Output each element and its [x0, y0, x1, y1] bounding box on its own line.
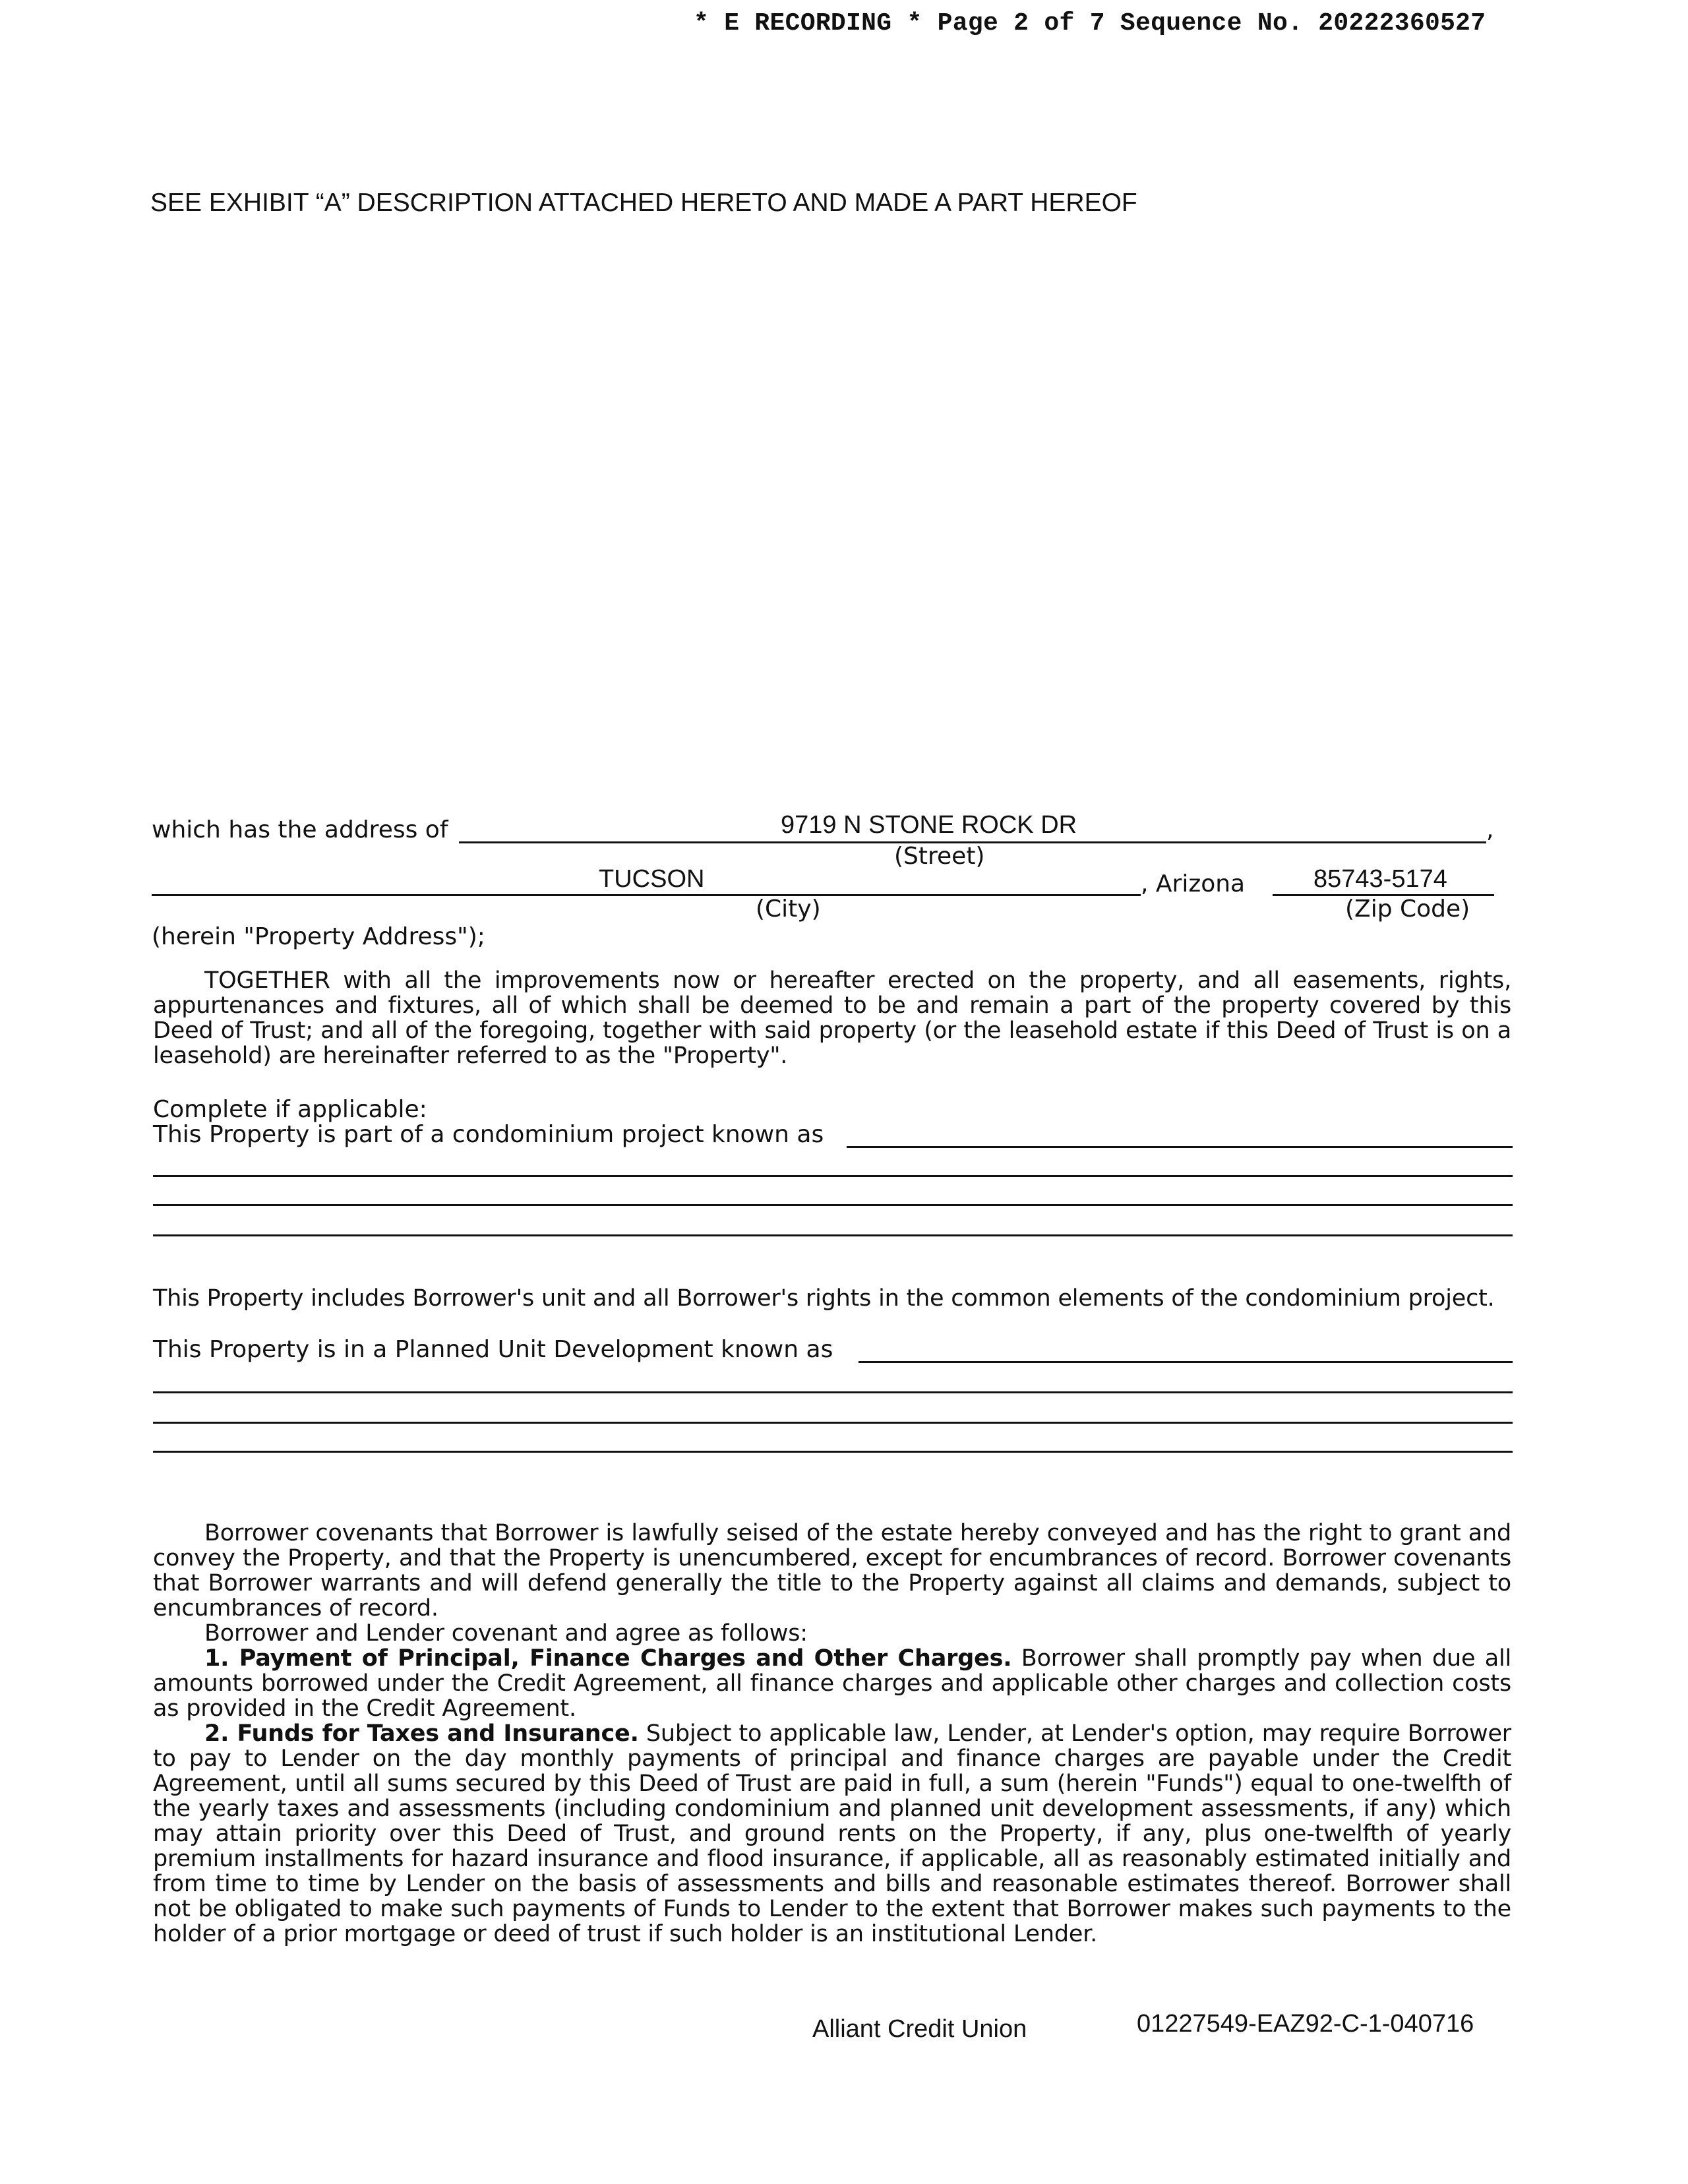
pud-extra-line-1 — [153, 1391, 1513, 1393]
pud-extra-line-2 — [153, 1422, 1513, 1424]
section-1-paragraph — [153, 1646, 1511, 1721]
condo-includes-text: This Property includes Borrower's unit and all Borrower's rights in the common elements of the condominium project. — [153, 1285, 1495, 1312]
zip-value: 85743-5174 — [1313, 865, 1447, 893]
street-value: 9719 N STONE ROCK DR — [781, 811, 1077, 839]
section-1-title: Payment of Principal, Finance Charges and Other Charges. — [239, 1645, 1012, 1672]
complete-if-applicable: Complete if applicable: — [153, 1096, 427, 1123]
condo-label: This Property is part of a condominium project known as — [153, 1121, 824, 1148]
city-line — [152, 894, 1141, 896]
section-2-title: Funds for Taxes and Insurance. — [237, 1720, 639, 1747]
zip-caption: (Zip Code) — [1345, 895, 1470, 923]
street-trailing-comma: , — [1486, 816, 1494, 843]
section-2-body: Subject to applicable law, Lender, at Lender's option, may require Borrower to pay to Lender on the day monthly payments of principal and finance charges are payable under the Credit Agreement, until all sums secured by this Deed of Trust are paid in full, a sum (herein "Funds") equal to one-twelfth of the yearly taxes and assessments (including condominium and planned unit development assessments, if any) which may attain priority over this Deed of Trust, and ground rents on the Property, if any, plus one-twelfth of yearly premium installments for hazard insurance and flood insurance, if applicable, all as reasonably estimated initially and from time to time by Lender on the basis of assessments and bills and reasonable estimates thereof. Borrower shall not be obligated to make such payments of Funds to Lender to the extent that Borrower makes such payments to the holder of a prior mortgage or deed of trust if such holder is an institutional Lender. — [153, 1720, 1511, 1947]
state-text: , Arizona — [1141, 870, 1246, 897]
condo-extra-line-3 — [153, 1234, 1513, 1236]
covenant-seisin-text: Borrower covenants that Borrower is lawfully seised of the estate hereby conveyed and has the right to grant and convey the Property, and that the Property is unencumbered, except for encumbrances of record. Borrower covenants that Borrower warrants and will defend generally the title to the Property against all claims and demands, subject to encumbrances of record. — [153, 1520, 1511, 1622]
condo-extra-line-1 — [153, 1175, 1513, 1177]
condo-includes-paragraph — [153, 1286, 1511, 1311]
pud-label: This Property is in a Planned Unit Development known as — [153, 1336, 833, 1363]
covenant-agree-text: Borrower and Lender covenant and agree as follows: — [204, 1620, 808, 1647]
pud-extra-line-3 — [153, 1451, 1513, 1453]
covenants-section — [153, 1521, 1511, 1947]
together-text: TOGETHER with all the improvements now or hereafter erected on the property, and all easements, rights, appurtenances and fixtures, all of which shall be deemed to be and remain a part of the property covered by this Deed of Trust; and all of the foregoing, together with said property (or the leasehold estate if this Deed of Trust is on a leasehold) are hereinafter referred to as the "Property". — [153, 967, 1511, 1069]
city-caption: (City) — [756, 895, 821, 923]
section-1-number: 1. — [204, 1645, 229, 1672]
recording-header: * E RECORDING * Page 2 of 7 Sequence No. 20222360527 — [694, 9, 1486, 38]
footer-form-code: 01227549-EAZ92-C-1-040716 — [1137, 2010, 1474, 2038]
address-lead-in: which has the address of — [152, 816, 448, 843]
together-paragraph — [153, 968, 1511, 1068]
condo-extra-line-2 — [153, 1204, 1513, 1206]
section-2-paragraph — [153, 1721, 1511, 1947]
city-value: TUCSON — [599, 865, 705, 893]
section-2-number: 2. — [204, 1720, 229, 1747]
condo-name-line — [847, 1146, 1513, 1148]
exhibit-note: SEE EXHIBIT “A” DESCRIPTION ATTACHED HERETO AND MADE A PART HEREOF — [150, 189, 1137, 217]
footer-lender: Alliant Credit Union — [812, 2015, 1027, 2043]
pud-name-line — [859, 1361, 1513, 1363]
street-caption: (Street) — [894, 843, 985, 870]
section-1-body: Borrower shall promptly pay when due all amounts borrowed under the Credit Agreement, all finance charges and applicable other charges and collection costs as provided in the Credit Agreement. — [153, 1645, 1511, 1722]
property-address-herein: (herein "Property Address"); — [152, 923, 485, 950]
